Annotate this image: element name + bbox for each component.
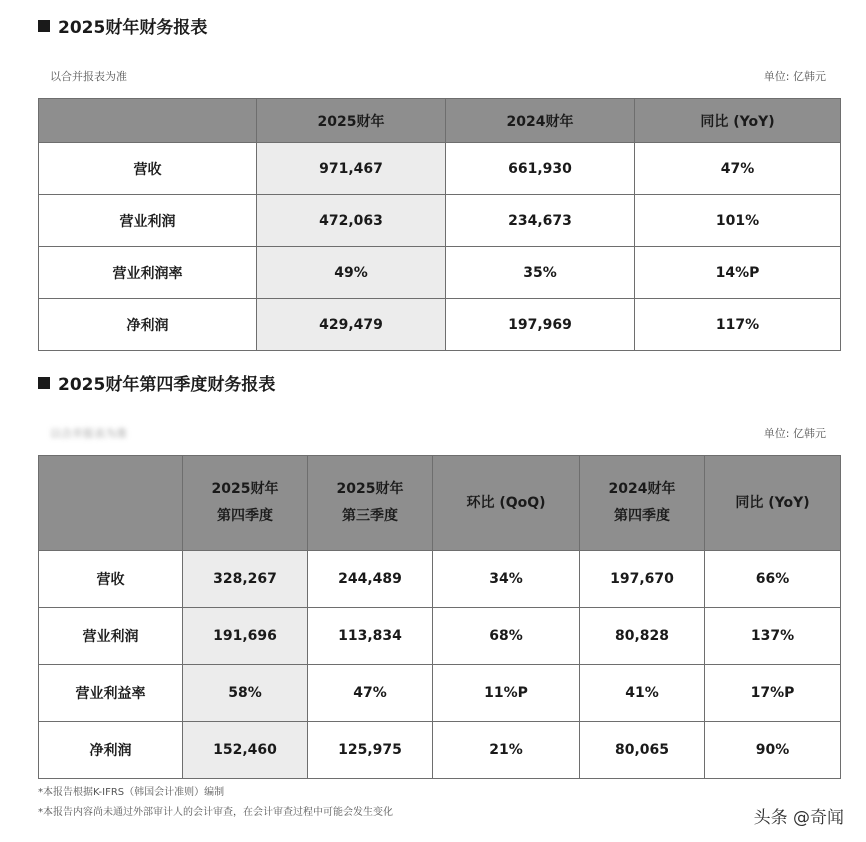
table-cell: 41% (580, 665, 705, 722)
header-cell (580, 456, 705, 551)
table-header-row (39, 99, 841, 143)
header-line: 第四季度 (614, 508, 670, 524)
header-cell: 2025财年 (257, 99, 446, 143)
table-row (39, 551, 841, 608)
table-cell: 191,696 (183, 608, 308, 665)
table-cell: 197,969 (446, 299, 635, 351)
table-cell: 47% (308, 665, 433, 722)
row-label: 营业利润 (39, 608, 183, 665)
table-cell: 11%P (433, 665, 580, 722)
table-cell: 90% (705, 722, 841, 779)
table-cell: 197,670 (580, 551, 705, 608)
table-row (39, 143, 841, 195)
table-row (39, 608, 841, 665)
header-line: 2025财年 (336, 481, 404, 497)
row-label: 营业利润率 (39, 247, 257, 299)
table-cell: 80,828 (580, 608, 705, 665)
footnote: *本报告根据K-IFRS（韩国会计准则）编制 (38, 787, 225, 798)
header-line: 2024财年 (608, 481, 676, 497)
table-cell: 472,063 (257, 195, 446, 247)
annual-financial-table (38, 98, 841, 351)
table-cell: 125,975 (308, 722, 433, 779)
table-cell: 971,467 (257, 143, 446, 195)
table-row (39, 722, 841, 779)
row-label: 营业利润 (39, 195, 257, 247)
header-cell: 2024财年 (446, 99, 635, 143)
table-cell: 35% (446, 247, 635, 299)
header-cell: 同比 (YoY) (635, 99, 841, 143)
table-row (39, 665, 841, 722)
watermark: 头条 @奇闻 (753, 808, 844, 828)
table-row (39, 299, 841, 351)
section1-title-text: 2025财年财务报表 (58, 18, 208, 38)
header-cell (308, 456, 433, 551)
header-line: 同比 (YoY) (735, 494, 810, 511)
section2-unit: 单位: 亿韩元 (763, 427, 826, 440)
header-cell (705, 456, 841, 551)
header-line: 环比 (QoQ) (466, 494, 546, 511)
table-cell: 113,834 (308, 608, 433, 665)
footnote: *本报告内容尚未通过外部审计人的会计审查，在会计审查过程中可能会发生变化 (38, 807, 393, 818)
table-cell: 117% (635, 299, 841, 351)
table-cell: 234,673 (446, 195, 635, 247)
table-cell: 328,267 (183, 551, 308, 608)
row-label: 净利润 (39, 299, 257, 351)
header-cell (39, 456, 183, 551)
table-header-row (39, 456, 841, 551)
square-bullet-icon (38, 377, 50, 389)
header-line: 第三季度 (342, 508, 398, 524)
section2-title-text: 2025财年第四季度财务报表 (58, 375, 276, 395)
header-cell (39, 99, 257, 143)
table-cell: 101% (635, 195, 841, 247)
row-label: 营收 (39, 551, 183, 608)
table-cell: 34% (433, 551, 580, 608)
table-cell: 80,065 (580, 722, 705, 779)
table-cell: 429,479 (257, 299, 446, 351)
table-row (39, 195, 841, 247)
section1-title (38, 13, 207, 38)
table-cell: 49% (257, 247, 446, 299)
table-cell: 47% (635, 143, 841, 195)
quarterly-financial-table (38, 455, 841, 779)
header-cell (433, 456, 580, 551)
table-row (39, 247, 841, 299)
table-cell: 661,930 (446, 143, 635, 195)
table-cell: 17%P (705, 665, 841, 722)
section2-title (38, 370, 275, 395)
header-line: 第四季度 (217, 508, 273, 524)
section1-unit: 单位: 亿韩元 (763, 70, 826, 83)
table-cell: 244,489 (308, 551, 433, 608)
table-cell: 21% (433, 722, 580, 779)
section1-note: 以合并报表为准 (50, 70, 127, 83)
table-cell: 68% (433, 608, 580, 665)
header-line: 2025财年 (211, 481, 279, 497)
row-label: 营收 (39, 143, 257, 195)
square-bullet-icon (38, 20, 50, 32)
row-label: 营业利益率 (39, 665, 183, 722)
table-cell: 152,460 (183, 722, 308, 779)
row-label: 净利润 (39, 722, 183, 779)
table-cell: 66% (705, 551, 841, 608)
table-cell: 14%P (635, 247, 841, 299)
table-cell: 58% (183, 665, 308, 722)
header-cell (183, 456, 308, 551)
section2-note: 以合并报表为准 (50, 427, 127, 440)
table-cell: 137% (705, 608, 841, 665)
